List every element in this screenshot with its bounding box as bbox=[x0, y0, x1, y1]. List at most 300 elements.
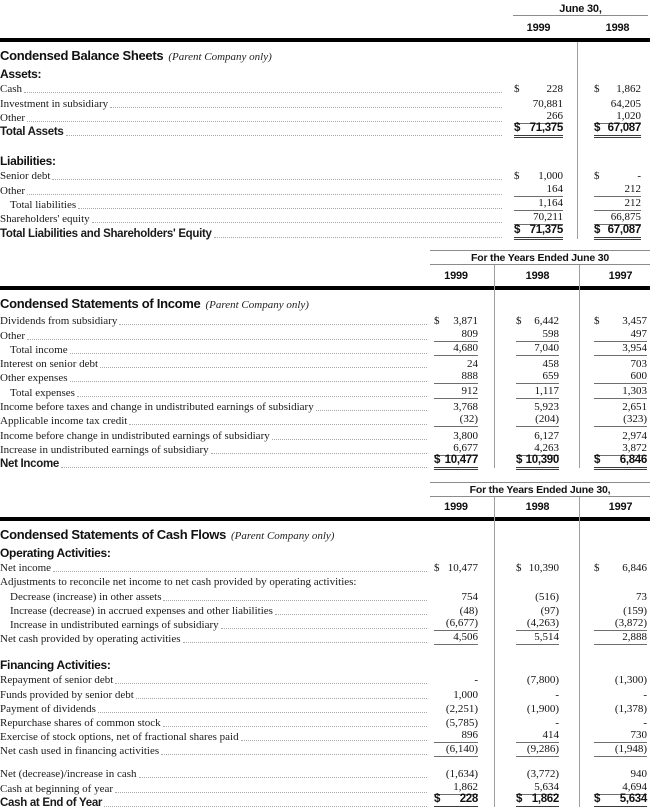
leader-dots bbox=[211, 453, 427, 454]
value-cell bbox=[580, 328, 650, 342]
value-cell bbox=[495, 430, 580, 442]
row-label: Other expenses bbox=[0, 372, 68, 385]
row-label: Decrease (increase) in other assets bbox=[10, 590, 162, 603]
value-inner bbox=[594, 768, 647, 780]
value-cell bbox=[505, 197, 578, 211]
value-text: 3,800 bbox=[453, 429, 478, 442]
year-header-row bbox=[0, 265, 650, 286]
column-header-1998: 1998 bbox=[525, 270, 550, 282]
value-inner bbox=[434, 729, 478, 743]
value-inner bbox=[594, 430, 647, 442]
value-cell bbox=[430, 315, 495, 327]
row-label: Shareholders' equity bbox=[0, 213, 90, 226]
value-inner bbox=[434, 768, 478, 780]
value-cell bbox=[495, 385, 580, 399]
leader-dots bbox=[129, 424, 427, 425]
value-cell bbox=[495, 768, 580, 780]
value-text: 1,862 bbox=[531, 792, 559, 805]
dollar-sign: $ bbox=[434, 454, 441, 467]
value-cell bbox=[430, 674, 495, 686]
value-inner bbox=[594, 385, 647, 399]
table-row bbox=[0, 715, 650, 729]
value-text: 5,634 bbox=[619, 792, 647, 805]
table-row bbox=[0, 182, 650, 196]
value-text: - bbox=[555, 688, 559, 701]
table-row bbox=[0, 399, 650, 413]
value-text: 1,000 bbox=[538, 170, 563, 183]
value-cell bbox=[430, 342, 495, 356]
value-cell bbox=[495, 743, 580, 757]
value-text: 754 bbox=[461, 590, 478, 603]
value-text: 212 bbox=[624, 197, 641, 210]
value-inner bbox=[434, 430, 478, 442]
dollar-sign: $ bbox=[594, 562, 600, 575]
value-inner bbox=[594, 328, 647, 342]
value-text: 4,680 bbox=[453, 341, 478, 354]
dollar-sign: $ bbox=[516, 792, 523, 805]
value-text: 7,040 bbox=[534, 341, 559, 354]
leader-dots bbox=[70, 353, 427, 354]
statement-title-row bbox=[0, 292, 650, 313]
row-label: Net cash provided by operating activities bbox=[0, 633, 181, 646]
value-inner bbox=[434, 342, 478, 356]
dollar-sign: $ bbox=[594, 170, 600, 183]
value-inner bbox=[434, 617, 478, 631]
value-inner bbox=[594, 674, 647, 686]
value-text: (1,948) bbox=[614, 743, 647, 756]
value-inner bbox=[594, 562, 647, 574]
value-cell bbox=[580, 703, 650, 715]
table-row bbox=[0, 766, 650, 780]
table-row bbox=[0, 588, 650, 602]
column-header-1999: 1999 bbox=[526, 22, 551, 34]
value-inner bbox=[516, 328, 559, 342]
row-label: Other bbox=[0, 329, 26, 342]
dollar-sign: $ bbox=[434, 792, 441, 805]
value-cell bbox=[430, 717, 495, 729]
value-text: (48) bbox=[459, 604, 478, 617]
value-inner bbox=[516, 454, 559, 470]
row-label: Payment of dividends bbox=[0, 702, 96, 715]
value-text: 414 bbox=[542, 729, 559, 742]
value-text: 659 bbox=[542, 370, 559, 383]
row-label: Increase (decrease) in accrued expenses and other liabilities bbox=[10, 604, 273, 617]
value-cell bbox=[495, 413, 580, 427]
row-label: Income before taxes and change in undistributed earnings of subsidiary bbox=[0, 401, 314, 414]
row-label: Investment in subsidiary bbox=[0, 97, 109, 110]
value-text: (6,677) bbox=[445, 616, 478, 629]
table-row bbox=[0, 617, 650, 631]
value-cell bbox=[495, 591, 580, 603]
value-inner bbox=[434, 591, 478, 603]
value-inner bbox=[514, 98, 563, 110]
value-inner bbox=[594, 729, 647, 743]
value-inner bbox=[594, 224, 641, 240]
leader-dots bbox=[115, 683, 427, 684]
table-row bbox=[0, 413, 650, 427]
value-cell bbox=[430, 631, 495, 645]
dollar-sign: $ bbox=[434, 562, 440, 575]
table-row bbox=[0, 356, 650, 370]
leader-dots bbox=[70, 381, 427, 382]
leader-dots bbox=[119, 324, 427, 325]
section-header: Liabilities: bbox=[0, 154, 56, 169]
value-cell bbox=[578, 183, 650, 197]
table-row bbox=[0, 603, 650, 617]
value-text: 3,872 bbox=[622, 441, 647, 454]
value-inner bbox=[434, 717, 478, 729]
value-inner bbox=[594, 358, 647, 370]
value-text: (1,378) bbox=[614, 702, 647, 715]
value-text: 6,846 bbox=[619, 454, 647, 467]
value-text: (323) bbox=[623, 413, 647, 426]
value-text: (6,140) bbox=[445, 743, 478, 756]
value-cell bbox=[578, 170, 650, 182]
value-cell bbox=[580, 674, 650, 686]
row-label: Net (decrease)/increase in cash bbox=[0, 768, 137, 781]
value-inner bbox=[514, 224, 563, 240]
value-inner bbox=[514, 122, 563, 138]
value-text: 3,457 bbox=[622, 315, 647, 328]
value-text: (9,286) bbox=[526, 743, 559, 756]
value-text: 10,477 bbox=[447, 562, 478, 575]
row-label: Cash at End of Year bbox=[0, 796, 103, 807]
value-text: (3,872) bbox=[614, 616, 647, 629]
value-inner bbox=[434, 413, 478, 427]
table-row bbox=[0, 168, 650, 182]
dollar-sign: $ bbox=[516, 562, 522, 575]
leader-dots bbox=[66, 135, 502, 136]
value-cell bbox=[578, 197, 650, 211]
row-label: Total expenses bbox=[10, 386, 75, 399]
value-text: 266 bbox=[546, 109, 563, 122]
value-inner bbox=[516, 385, 559, 399]
dollar-sign: $ bbox=[514, 170, 520, 183]
value-cell bbox=[495, 793, 580, 807]
leader-dots bbox=[214, 237, 502, 238]
value-inner bbox=[516, 617, 559, 631]
value-inner bbox=[594, 401, 647, 413]
value-text: (32) bbox=[459, 413, 478, 426]
period-header: June 30, bbox=[513, 0, 648, 16]
leader-dots bbox=[27, 121, 502, 122]
row-label: Increase in undistributed earnings of subsidiary bbox=[10, 618, 219, 631]
row-label: Total Assets bbox=[0, 126, 64, 139]
value-cell bbox=[430, 385, 495, 399]
table-row bbox=[0, 631, 650, 645]
table-row bbox=[0, 327, 650, 341]
period-header: For the Years Ended June 30 bbox=[471, 252, 609, 264]
leader-dots bbox=[183, 642, 427, 643]
value-text: 164 bbox=[546, 182, 563, 195]
value-inner bbox=[516, 729, 559, 743]
value-inner bbox=[594, 122, 641, 138]
table-row bbox=[0, 792, 650, 807]
value-text: 1,000 bbox=[453, 688, 478, 701]
value-cell bbox=[495, 689, 580, 701]
value-text: (4,263) bbox=[526, 616, 559, 629]
value-text: 3,871 bbox=[453, 315, 478, 328]
value-cell bbox=[580, 454, 650, 470]
table-row bbox=[0, 225, 650, 239]
value-text: 73 bbox=[636, 590, 647, 603]
row-label: Adjustments to reconcile net income to net cash provided by operating activities: bbox=[0, 576, 357, 589]
table-row bbox=[0, 427, 650, 441]
value-inner bbox=[594, 342, 647, 356]
value-inner bbox=[516, 562, 559, 574]
value-text: (1,900) bbox=[526, 702, 559, 715]
value-inner bbox=[594, 454, 647, 470]
value-text: 497 bbox=[630, 327, 647, 340]
value-text: 2,974 bbox=[622, 429, 647, 442]
row-label: Total liabilities bbox=[10, 199, 77, 212]
dollar-sign: $ bbox=[514, 122, 521, 135]
row-label: Net Income bbox=[0, 458, 59, 471]
value-text: 228 bbox=[459, 792, 478, 805]
section-header: Assets: bbox=[0, 67, 42, 81]
value-cell bbox=[580, 370, 650, 384]
value-inner bbox=[434, 674, 478, 686]
value-text: 10,390 bbox=[525, 454, 559, 467]
value-inner bbox=[514, 83, 563, 95]
dollar-sign: $ bbox=[516, 454, 523, 467]
value-inner bbox=[514, 183, 563, 197]
value-inner bbox=[516, 631, 559, 645]
leader-dots bbox=[163, 726, 427, 727]
value-text: 458 bbox=[542, 358, 559, 371]
value-cell bbox=[495, 358, 580, 370]
table-row bbox=[0, 672, 650, 686]
leader-dots bbox=[163, 600, 427, 601]
leader-dots bbox=[98, 712, 427, 713]
leader-dots bbox=[61, 467, 427, 468]
value-text: 5,634 bbox=[534, 780, 559, 793]
value-cell bbox=[580, 562, 650, 574]
value-cell bbox=[580, 315, 650, 327]
table-row bbox=[0, 560, 650, 574]
dollar-sign: $ bbox=[594, 122, 601, 135]
table-row bbox=[0, 729, 650, 743]
value-cell bbox=[430, 413, 495, 427]
leader-dots bbox=[52, 179, 502, 180]
value-inner bbox=[434, 315, 478, 327]
value-text: 2,888 bbox=[622, 631, 647, 644]
value-text: 1,862 bbox=[616, 83, 641, 96]
balance-sheet-table bbox=[0, 0, 650, 250]
value-text: (204) bbox=[535, 413, 559, 426]
column-divider bbox=[579, 265, 580, 468]
value-cell bbox=[495, 401, 580, 413]
value-cell bbox=[505, 224, 578, 240]
value-cell bbox=[505, 183, 578, 197]
table-row bbox=[0, 743, 650, 757]
value-inner bbox=[516, 674, 559, 686]
value-cell bbox=[430, 370, 495, 384]
value-cell bbox=[430, 401, 495, 413]
year-header-row bbox=[0, 16, 650, 38]
value-inner bbox=[516, 717, 559, 729]
value-text: - bbox=[643, 688, 647, 701]
value-text: 67,087 bbox=[607, 122, 641, 135]
year-header-row bbox=[0, 497, 650, 517]
value-inner bbox=[594, 703, 647, 715]
value-text: 5,514 bbox=[534, 631, 559, 644]
value-cell bbox=[580, 617, 650, 631]
value-inner bbox=[434, 370, 478, 384]
value-text: (7,800) bbox=[526, 674, 559, 687]
leader-dots bbox=[275, 614, 427, 615]
value-text: 730 bbox=[630, 729, 647, 742]
table-row bbox=[0, 124, 650, 138]
value-inner bbox=[434, 562, 478, 574]
value-cell bbox=[580, 631, 650, 645]
value-cell bbox=[430, 454, 495, 470]
value-text: 1,020 bbox=[616, 109, 641, 122]
dollar-sign: $ bbox=[434, 315, 440, 328]
row-label: Funds provided by senior debt bbox=[0, 688, 134, 701]
value-cell bbox=[430, 729, 495, 743]
value-text: - bbox=[643, 716, 647, 729]
value-text: - bbox=[555, 716, 559, 729]
row-label: Applicable income tax credit bbox=[0, 415, 128, 428]
value-text: 5,923 bbox=[534, 401, 559, 414]
column-header-1999: 1999 bbox=[444, 270, 468, 282]
leader-dots bbox=[110, 107, 502, 108]
leader-dots bbox=[221, 628, 427, 629]
value-cell bbox=[580, 605, 650, 617]
value-cell bbox=[430, 793, 495, 807]
value-inner bbox=[594, 631, 647, 645]
value-text: 66,875 bbox=[610, 211, 641, 224]
value-cell bbox=[430, 591, 495, 603]
value-cell bbox=[495, 605, 580, 617]
value-cell bbox=[505, 98, 578, 110]
dollar-sign: $ bbox=[514, 83, 520, 96]
value-text: 6,442 bbox=[534, 315, 559, 328]
table-row bbox=[0, 384, 650, 398]
value-inner bbox=[516, 703, 559, 715]
value-text: 4,263 bbox=[534, 441, 559, 454]
value-cell bbox=[495, 562, 580, 574]
value-cell bbox=[580, 342, 650, 356]
value-inner bbox=[514, 170, 563, 182]
statement-title-row bbox=[0, 44, 650, 65]
value-inner bbox=[516, 358, 559, 370]
statement-title-note: (Parent Company only) bbox=[168, 51, 272, 63]
value-text: 809 bbox=[461, 327, 478, 340]
value-cell bbox=[495, 717, 580, 729]
value-inner bbox=[594, 98, 641, 110]
income-statement-table bbox=[0, 250, 650, 482]
value-text: 71,375 bbox=[529, 223, 563, 236]
statement-title: Condensed Statements of Cash Flows bbox=[0, 527, 227, 542]
value-cell bbox=[495, 617, 580, 631]
value-text: 67,087 bbox=[607, 223, 641, 236]
value-cell bbox=[580, 401, 650, 413]
value-cell bbox=[430, 743, 495, 757]
leader-dots bbox=[241, 740, 427, 741]
dollar-sign: $ bbox=[594, 315, 600, 328]
value-cell bbox=[495, 370, 580, 384]
dollar-sign: $ bbox=[516, 315, 522, 328]
value-text: (3,772) bbox=[526, 768, 559, 781]
column-header-1998: 1998 bbox=[525, 501, 550, 513]
leader-dots bbox=[100, 367, 427, 368]
value-inner bbox=[594, 617, 647, 631]
dollar-sign: $ bbox=[594, 83, 600, 96]
value-cell bbox=[580, 793, 650, 807]
value-cell bbox=[495, 729, 580, 743]
value-cell bbox=[505, 122, 578, 138]
row-label: Net income bbox=[0, 562, 52, 575]
value-text: 3,954 bbox=[622, 341, 647, 354]
value-text: 940 bbox=[630, 768, 647, 781]
value-text: 2,651 bbox=[622, 401, 647, 414]
leader-dots bbox=[53, 571, 427, 572]
value-inner bbox=[594, 591, 647, 603]
value-cell bbox=[580, 358, 650, 370]
value-inner bbox=[434, 743, 478, 757]
value-inner bbox=[516, 413, 559, 427]
leader-dots bbox=[136, 698, 427, 699]
value-inner bbox=[434, 793, 478, 807]
row-label: Senior debt bbox=[0, 170, 51, 183]
row-label: Total income bbox=[10, 343, 68, 356]
value-cell bbox=[580, 591, 650, 603]
value-inner bbox=[434, 631, 478, 645]
table-row bbox=[0, 197, 650, 211]
value-cell bbox=[430, 562, 495, 574]
value-cell bbox=[430, 328, 495, 342]
column-header-1998: 1998 bbox=[605, 22, 630, 34]
value-cell bbox=[430, 605, 495, 617]
value-inner bbox=[594, 605, 647, 617]
value-cell bbox=[495, 328, 580, 342]
row-gap bbox=[0, 138, 650, 152]
value-text: - bbox=[637, 170, 641, 183]
value-text: 228 bbox=[546, 83, 563, 96]
value-inner bbox=[514, 197, 563, 211]
value-inner bbox=[594, 183, 641, 197]
value-cell bbox=[580, 385, 650, 399]
value-text: (5,785) bbox=[445, 716, 478, 729]
dollar-sign: $ bbox=[594, 792, 601, 805]
value-cell bbox=[578, 83, 650, 95]
value-inner bbox=[516, 605, 559, 617]
leader-dots bbox=[115, 792, 427, 793]
value-text: 24 bbox=[467, 358, 478, 371]
row-label: Other bbox=[0, 184, 26, 197]
statement-title: Condensed Balance Sheets bbox=[0, 48, 164, 63]
row-label: Total Liabilities and Shareholders' Equity bbox=[0, 227, 212, 240]
leader-dots bbox=[92, 222, 502, 223]
column-divider bbox=[494, 265, 495, 468]
column-header-1997: 1997 bbox=[608, 501, 633, 513]
value-inner bbox=[516, 370, 559, 384]
column-header-1997: 1997 bbox=[608, 270, 633, 282]
value-cell bbox=[430, 768, 495, 780]
row-label: Cash at beginning of year bbox=[0, 782, 114, 795]
value-text: - bbox=[474, 674, 478, 687]
value-cell bbox=[430, 358, 495, 370]
column-header-1999: 1999 bbox=[444, 501, 468, 513]
row-label: Repayment of senior debt bbox=[0, 674, 114, 687]
table-row bbox=[0, 574, 650, 588]
value-inner bbox=[594, 170, 641, 182]
value-inner bbox=[434, 703, 478, 715]
value-inner bbox=[516, 430, 559, 442]
value-text: 896 bbox=[461, 729, 478, 742]
